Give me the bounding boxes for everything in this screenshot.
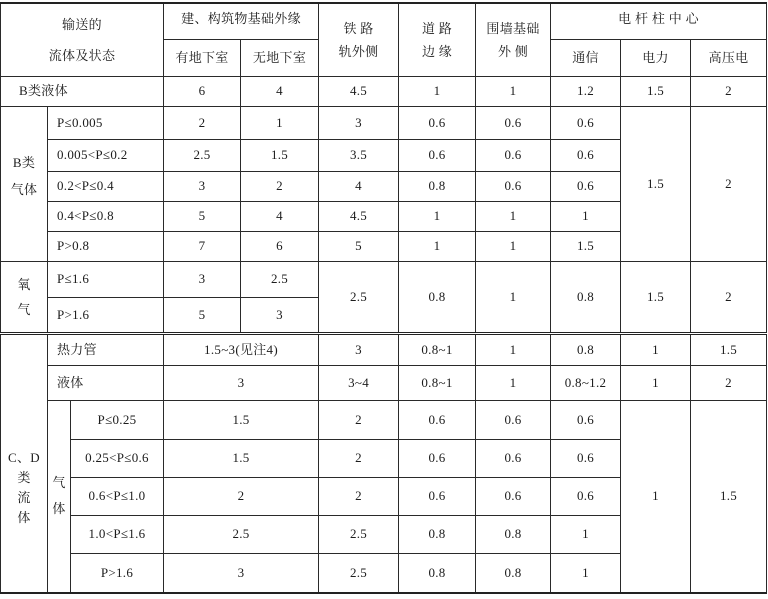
row-label-b-liquid: B类液体 [1,76,164,106]
heat-pipe-power-cell: 1 [621,333,691,365]
cd-liquid-railway-cell: 3~4 [319,365,399,400]
row-label-oxygen-2: P>1.6 [48,297,164,333]
b-gas-4-telecom-cell: 1 [551,201,621,231]
cd-gas-1-road-cell: 0.6 [399,400,476,439]
b-gas-5-railway-cell: 5 [319,231,399,261]
b-gas-5-without-basement-cell: 6 [241,231,319,261]
header-row [1,3,767,39]
header-road: 道 路 边 缘 [399,3,476,76]
row-label-cd-gas-4: 1.0<P≤1.6 [71,515,164,553]
b-liquid-railway-cell: 4.5 [319,76,399,106]
b-gas-4-wall-cell: 1 [476,201,551,231]
heat-pipe-wall-cell: 1 [476,333,551,365]
row-label-b-gas-1: P≤0.005 [48,106,164,139]
header-without-basement: 无地下室 [241,39,319,76]
heat-pipe-road-cell: 0.8~1 [399,333,476,365]
b-liquid-power-cell: 1.5 [621,76,691,106]
cd-liquid-wall-cell: 1 [476,365,551,400]
cd-gas-1-telecom-cell: 0.6 [551,400,621,439]
header-wall: 围墙基础 外 侧 [476,3,551,76]
oxygen-1-with-basement-cell: 3 [164,261,241,297]
b-gas-2-railway-cell: 3.5 [319,139,399,171]
oxygen-telecom-cell: 0.8 [551,261,621,333]
table-header [1,3,767,76]
b-liquid-road-cell: 1 [399,76,476,106]
cd-liquid-telecom-cell: 0.8~1.2 [551,365,621,400]
row-label-cd-liquid: 液体 [48,365,164,400]
b-gas-2-telecom-cell: 0.6 [551,139,621,171]
row-label-b-gas-4: 0.4<P≤0.8 [48,201,164,231]
cd-gas-2-building-cell: 1.5 [164,439,319,477]
group-label-cd-gas: 气 体 [48,400,71,593]
table-row [1,261,767,297]
b-liquid-without-basement-cell: 4 [241,76,319,106]
table-row [1,400,767,439]
row-label-b-gas-3: 0.2<P≤0.4 [48,171,164,201]
cd-liquid-road-cell: 0.8~1 [399,365,476,400]
oxygen-power-cell: 1.5 [621,261,691,333]
cd-gas-4-road-cell: 0.8 [399,515,476,553]
row-label-b-gas-5: P>0.8 [48,231,164,261]
cd-liquid-high-voltage-cell: 2 [691,365,767,400]
oxygen-wall-cell: 1 [476,261,551,333]
cd-gas-3-road-cell: 0.6 [399,477,476,515]
b-gas-1-without-basement-cell: 1 [241,106,319,139]
b-gas-5-road-cell: 1 [399,231,476,261]
cd-gas-4-wall-cell: 0.8 [476,515,551,553]
cd-gas-2-road-cell: 0.6 [399,439,476,477]
cd-gas-5-telecom-cell: 1 [551,553,621,593]
row-label-cd-gas-5: P>1.6 [71,553,164,593]
header-railway: 铁 路 轨外侧 [319,3,399,76]
b-gas-3-without-basement-cell: 2 [241,171,319,201]
cd-gas-4-building-cell: 2.5 [164,515,319,553]
b-liquid-telecom-cell: 1.2 [551,76,621,106]
b-gas-1-telecom-cell: 0.6 [551,106,621,139]
oxygen-2-with-basement-cell: 5 [164,297,241,333]
oxygen-high-voltage-cell: 2 [691,261,767,333]
b-liquid-high-voltage-cell: 2 [691,76,767,106]
b-gas-5-wall-cell: 1 [476,231,551,261]
header-with-basement: 有地下室 [164,39,241,76]
b-gas-1-road-cell: 0.6 [399,106,476,139]
header-power: 电力 [621,39,691,76]
b-gas-1-railway-cell: 3 [319,106,399,139]
cd-gas-2-wall-cell: 0.6 [476,439,551,477]
group-label-cd-fluid: C、D 类 流 体 [1,333,48,593]
oxygen-road-cell: 0.8 [399,261,476,333]
b-gas-4-without-basement-cell: 4 [241,201,319,231]
table-row [1,333,767,365]
cd-liquid-building-cell: 3 [164,365,319,400]
table-body [1,76,767,593]
b-gas-2-wall-cell: 0.6 [476,139,551,171]
cd-liquid-power-cell: 1 [621,365,691,400]
b-gas-2-without-basement-cell: 1.5 [241,139,319,171]
b-gas-high-voltage-cell: 2 [691,106,767,261]
oxygen-railway-cell: 2.5 [319,261,399,333]
b-gas-1-wall-cell: 0.6 [476,106,551,139]
cd-gas-3-wall-cell: 0.6 [476,477,551,515]
row-label-cd-gas-2: 0.25<P≤0.6 [71,439,164,477]
cd-gas-5-wall-cell: 0.8 [476,553,551,593]
header-building-foundation: 建、构筑物基础外缘 [164,3,319,39]
table-row [1,106,767,139]
b-gas-3-telecom-cell: 0.6 [551,171,621,201]
table-row [1,76,767,106]
b-gas-2-with-basement-cell: 2.5 [164,139,241,171]
cd-gas-3-railway-cell: 2 [319,477,399,515]
table-row [1,365,767,400]
cd-gas-power-cell: 1 [621,400,691,593]
row-label-b-gas-2: 0.005<P≤0.2 [48,139,164,171]
b-gas-3-wall-cell: 0.6 [476,171,551,201]
cd-gas-3-telecom-cell: 0.6 [551,477,621,515]
row-label-oxygen-1: P≤1.6 [48,261,164,297]
header-high-voltage: 高压电 [691,39,767,76]
pipeline-clearance-table [0,2,767,594]
b-liquid-with-basement-cell: 6 [164,76,241,106]
cd-gas-1-wall-cell: 0.6 [476,400,551,439]
cd-gas-1-railway-cell: 2 [319,400,399,439]
heat-pipe-high-voltage-cell: 1.5 [691,333,767,365]
heat-pipe-telecom-cell: 0.8 [551,333,621,365]
cd-gas-5-railway-cell: 2.5 [319,553,399,593]
header-telecom: 通信 [551,39,621,76]
b-liquid-wall-cell: 1 [476,76,551,106]
row-label-heat-pipe: 热力管 [48,333,164,365]
b-gas-4-road-cell: 1 [399,201,476,231]
cd-gas-1-building-cell: 1.5 [164,400,319,439]
b-gas-4-railway-cell: 4.5 [319,201,399,231]
header-fluid-state: 输送的 流体及状态 [1,3,164,76]
b-gas-2-road-cell: 0.6 [399,139,476,171]
cd-gas-3-building-cell: 2 [164,477,319,515]
b-gas-1-with-basement-cell: 2 [164,106,241,139]
row-label-cd-gas-1: P≤0.25 [71,400,164,439]
row-label-cd-gas-3: 0.6<P≤1.0 [71,477,164,515]
cd-gas-2-telecom-cell: 0.6 [551,439,621,477]
b-gas-5-telecom-cell: 1.5 [551,231,621,261]
cd-gas-4-railway-cell: 2.5 [319,515,399,553]
group-label-oxygen: 氧 气 [1,261,48,333]
b-gas-4-with-basement-cell: 5 [164,201,241,231]
oxygen-2-without-basement-cell: 3 [241,297,319,333]
cd-gas-high-voltage-cell: 1.5 [691,400,767,593]
cd-gas-2-railway-cell: 2 [319,439,399,477]
heat-pipe-building-cell: 1.5~3(见注4) [164,333,319,365]
b-gas-3-with-basement-cell: 3 [164,171,241,201]
b-gas-5-with-basement-cell: 7 [164,231,241,261]
b-gas-3-road-cell: 0.8 [399,171,476,201]
b-gas-power-cell: 1.5 [621,106,691,261]
cd-gas-4-telecom-cell: 1 [551,515,621,553]
heat-pipe-railway-cell: 3 [319,333,399,365]
cd-gas-5-road-cell: 0.8 [399,553,476,593]
b-gas-3-railway-cell: 4 [319,171,399,201]
cd-gas-5-building-cell: 3 [164,553,319,593]
group-label-b-gas: B类 气体 [1,106,48,261]
header-pole-center: 电 杆 柱 中 心 [551,3,767,39]
oxygen-1-without-basement-cell: 2.5 [241,261,319,297]
